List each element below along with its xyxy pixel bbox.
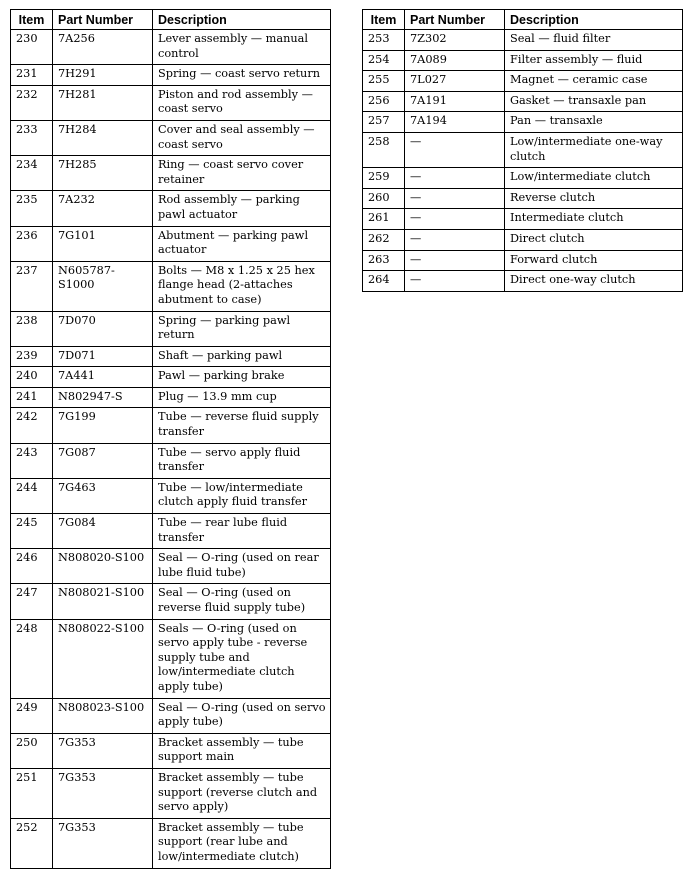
item-cell: 243 [11, 443, 53, 478]
table-row [11, 120, 331, 155]
description-header: Description [505, 10, 683, 30]
description-cell: Pan — transaxle [505, 112, 683, 133]
description-cell: Seals — O-ring (used on servo apply tube - reverse supply tube and low/intermediate clutch apply tube) [153, 619, 331, 698]
part-number-cell: — [405, 229, 505, 250]
item-cell: 248 [11, 619, 53, 698]
table-row [11, 478, 331, 513]
description-cell: Piston and rod assembly — coast servo [153, 85, 331, 120]
part-number-cell: 7A441 [53, 367, 153, 388]
item-cell: 244 [11, 478, 53, 513]
part-number-cell: 7H284 [53, 120, 153, 155]
description-cell: Bracket assembly — tube support (reverse clutch and servo apply) [153, 768, 331, 818]
table-row [363, 132, 683, 167]
part-number-cell: N605787-S1000 [53, 261, 153, 311]
item-header: Item [11, 10, 53, 30]
table-row [11, 367, 331, 388]
item-cell: 249 [11, 698, 53, 733]
description-cell: Seal — O-ring (used on servo apply tube) [153, 698, 331, 733]
part-number-cell: — [405, 271, 505, 292]
item-cell: 254 [363, 50, 405, 71]
part-number-cell: 7G353 [53, 768, 153, 818]
part-number-cell: — [405, 250, 505, 271]
item-cell: 242 [11, 408, 53, 443]
table-row [11, 311, 331, 346]
table-row [11, 85, 331, 120]
table-row [11, 514, 331, 549]
item-cell: 236 [11, 226, 53, 261]
table-row [11, 346, 331, 367]
description-cell: Gasket — transaxle pan [505, 91, 683, 112]
part-number-cell: 7G353 [53, 733, 153, 768]
description-cell: Shaft — parking pawl [153, 346, 331, 367]
table-row [11, 619, 331, 698]
description-cell: Seal — O-ring (used on reverse fluid supply tube) [153, 584, 331, 619]
parts-table-right [362, 9, 683, 292]
description-cell: Forward clutch [505, 250, 683, 271]
description-cell: Ring — coast servo cover retainer [153, 156, 331, 191]
item-cell: 233 [11, 120, 53, 155]
part-number-cell: N808022-S100 [53, 619, 153, 698]
table-row [11, 698, 331, 733]
part-number-cell: — [405, 209, 505, 230]
description-cell: Bracket assembly — tube support main [153, 733, 331, 768]
description-cell: Lever assembly — manual control [153, 30, 331, 65]
part-number-cell: N808021-S100 [53, 584, 153, 619]
table-row [363, 50, 683, 71]
item-cell: 247 [11, 584, 53, 619]
description-cell: Plug — 13.9 mm cup [153, 387, 331, 408]
table-row [11, 65, 331, 86]
description-cell: Direct clutch [505, 229, 683, 250]
table-row [11, 226, 331, 261]
item-cell: 261 [363, 209, 405, 230]
part-number-cell: 7G084 [53, 514, 153, 549]
table-row [363, 168, 683, 189]
description-cell: Cover and seal assembly — coast servo [153, 120, 331, 155]
table-row [11, 768, 331, 818]
table-row [11, 443, 331, 478]
description-cell: Bracket assembly — tube support (rear lube and low/intermediate clutch) [153, 818, 331, 868]
description-cell: Reverse clutch [505, 188, 683, 209]
header-row [11, 10, 331, 30]
table-row [11, 818, 331, 868]
part-number-header: Part Number [405, 10, 505, 30]
description-header: Description [153, 10, 331, 30]
item-cell: 238 [11, 311, 53, 346]
part-number-cell: — [405, 168, 505, 189]
part-number-cell: 7G463 [53, 478, 153, 513]
table-row [11, 408, 331, 443]
item-cell: 252 [11, 818, 53, 868]
description-cell: Tube — servo apply fluid transfer [153, 443, 331, 478]
part-number-cell: — [405, 132, 505, 167]
item-header: Item [363, 10, 405, 30]
description-cell: Spring — parking pawl return [153, 311, 331, 346]
item-cell: 256 [363, 91, 405, 112]
header-row [363, 10, 683, 30]
part-number-cell: 7H281 [53, 85, 153, 120]
item-cell: 237 [11, 261, 53, 311]
description-cell: Abutment — parking pawl actuator [153, 226, 331, 261]
table-row [11, 191, 331, 226]
table-row [11, 549, 331, 584]
part-number-cell: 7D071 [53, 346, 153, 367]
description-cell: Bolts — M8 x 1.25 x 25 hex flange head (2-attaches abutment to case) [153, 261, 331, 311]
item-cell: 232 [11, 85, 53, 120]
item-cell: 230 [11, 30, 53, 65]
table-row [363, 91, 683, 112]
table-row [11, 387, 331, 408]
item-cell: 253 [363, 30, 405, 51]
part-number-cell: 7A191 [405, 91, 505, 112]
description-cell: Spring — coast servo return [153, 65, 331, 86]
description-cell: Low/intermediate clutch [505, 168, 683, 189]
part-number-cell: — [405, 188, 505, 209]
table-row [11, 156, 331, 191]
table-row [363, 71, 683, 92]
description-cell: Pawl — parking brake [153, 367, 331, 388]
part-number-cell: N808020-S100 [53, 549, 153, 584]
part-number-cell: 7G087 [53, 443, 153, 478]
description-cell: Low/intermediate one-way clutch [505, 132, 683, 167]
part-number-cell: 7A089 [405, 50, 505, 71]
description-cell: Rod assembly — parking pawl actuator [153, 191, 331, 226]
item-cell: 263 [363, 250, 405, 271]
item-cell: 234 [11, 156, 53, 191]
table-row [363, 188, 683, 209]
part-number-cell: 7L027 [405, 71, 505, 92]
table-row [363, 271, 683, 292]
item-cell: 264 [363, 271, 405, 292]
table-row [11, 261, 331, 311]
description-cell: Tube — rear lube fluid transfer [153, 514, 331, 549]
table-row [363, 209, 683, 230]
item-cell: 257 [363, 112, 405, 133]
item-cell: 235 [11, 191, 53, 226]
parts-table-left [10, 9, 331, 869]
part-number-cell: 7G101 [53, 226, 153, 261]
part-number-cell: 7D070 [53, 311, 153, 346]
table-row [11, 584, 331, 619]
table-row [363, 229, 683, 250]
item-cell: 259 [363, 168, 405, 189]
part-number-cell: N808023-S100 [53, 698, 153, 733]
part-number-cell: 7A256 [53, 30, 153, 65]
description-cell: Filter assembly — fluid [505, 50, 683, 71]
table-row [11, 733, 331, 768]
description-cell: Tube — reverse fluid supply transfer [153, 408, 331, 443]
item-cell: 246 [11, 549, 53, 584]
item-cell: 241 [11, 387, 53, 408]
item-cell: 250 [11, 733, 53, 768]
part-number-cell: 7A194 [405, 112, 505, 133]
part-number-cell: 7H291 [53, 65, 153, 86]
table-row [363, 30, 683, 51]
item-cell: 262 [363, 229, 405, 250]
item-cell: 245 [11, 514, 53, 549]
part-number-header: Part Number [53, 10, 153, 30]
description-cell: Seal — O-ring (used on rear lube fluid tube) [153, 549, 331, 584]
table-row [11, 30, 331, 65]
part-number-cell: 7A232 [53, 191, 153, 226]
item-cell: 260 [363, 188, 405, 209]
description-cell: Intermediate clutch [505, 209, 683, 230]
item-cell: 231 [11, 65, 53, 86]
part-number-cell: N802947-S [53, 387, 153, 408]
description-cell: Tube — low/intermediate clutch apply fluid transfer [153, 478, 331, 513]
item-cell: 240 [11, 367, 53, 388]
table-row [363, 112, 683, 133]
part-number-cell: 7Z302 [405, 30, 505, 51]
item-cell: 239 [11, 346, 53, 367]
description-cell: Seal — fluid filter [505, 30, 683, 51]
part-number-cell: 7H285 [53, 156, 153, 191]
item-cell: 258 [363, 132, 405, 167]
part-number-cell: 7G199 [53, 408, 153, 443]
table-row [363, 250, 683, 271]
description-cell: Direct one-way clutch [505, 271, 683, 292]
item-cell: 255 [363, 71, 405, 92]
part-number-cell: 7G353 [53, 818, 153, 868]
description-cell: Magnet — ceramic case [505, 71, 683, 92]
item-cell: 251 [11, 768, 53, 818]
